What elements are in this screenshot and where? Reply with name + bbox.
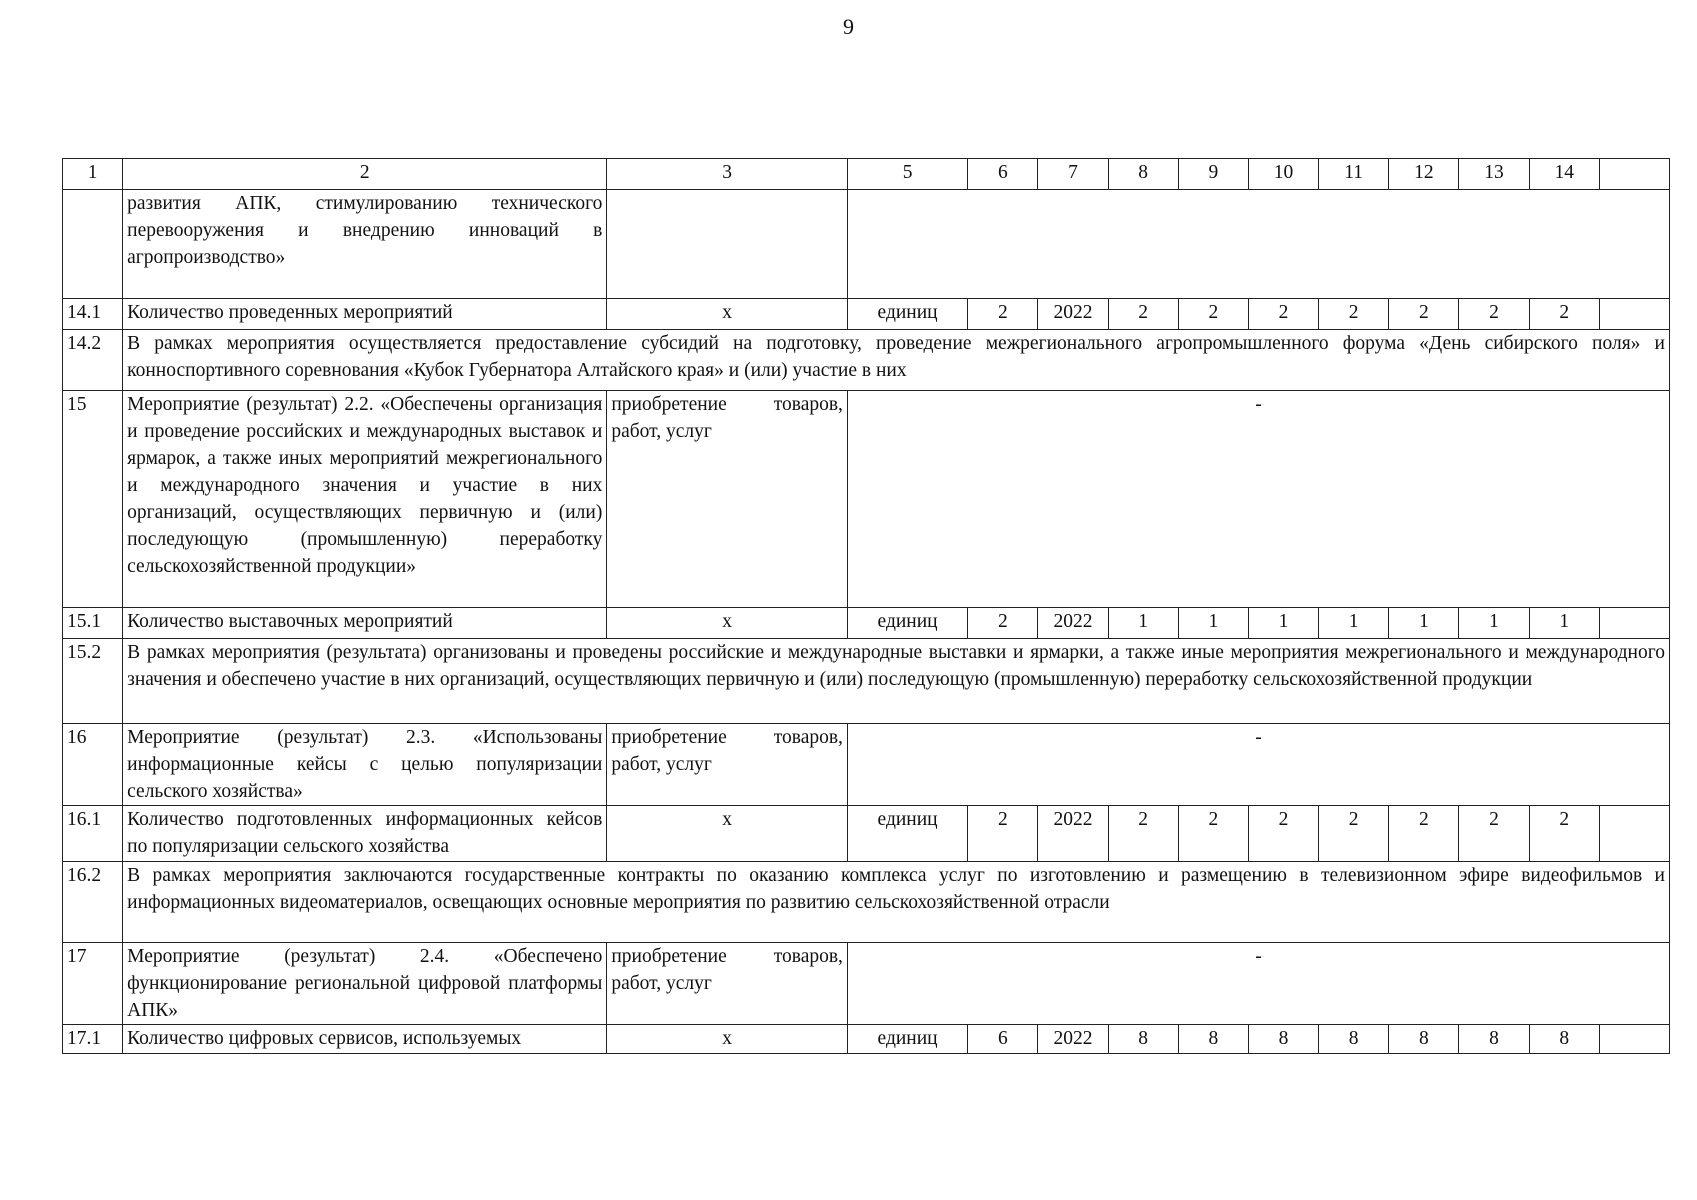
table-row [63,391,1670,608]
header-cell: 12 [1389,159,1459,190]
value-cell [1599,806,1669,862]
row-type-cell: х [607,806,848,862]
value-cell: 2 [1319,299,1389,330]
row-number-cell: 16.1 [63,806,123,862]
row-name-cell: Количество выставочных мероприятий [123,608,607,639]
row-name-cell: Количество цифровых сервисов, используемых [123,1025,607,1054]
value-cell: 6 [968,1025,1038,1054]
header-cell: 10 [1248,159,1318,190]
value-cell: 1 [1389,608,1459,639]
row-description-cell: В рамках мероприятия осуществляется предоставление субсидий на подготовку, проведение межрегионального агропромышленного форума «День сибирского поля» и конноспортивного соревнования «Кубок Губернатора Алтайского края» и (или) участие в них [123,330,1670,391]
row-name-cell: Мероприятие (результат) 2.4. «Обеспечено функционирование региональной цифровой платформы АПК» [123,943,607,1025]
row-type-cell [607,190,848,299]
value-cell: 2 [1178,806,1248,862]
value-cell: 8 [1108,1025,1178,1054]
value-cell: 8 [1178,1025,1248,1054]
row-name-cell: Количество подготовленных информационных кейсов по популяризации сельского хозяйства [123,806,607,862]
value-cell: 2 [1108,806,1178,862]
table-row [63,299,1670,330]
row-values-cell [847,190,1669,299]
value-cell: 1 [1529,608,1599,639]
value-cell: 2022 [1038,806,1108,862]
unit-cell: единиц [847,1025,967,1054]
value-cell: 2022 [1038,608,1108,639]
row-values-cell: - [847,724,1669,806]
row-type-cell: х [607,299,848,330]
row-number-cell: 14.2 [63,330,123,391]
value-cell: 2022 [1038,1025,1108,1054]
value-cell: 2 [1178,299,1248,330]
header-cell: 3 [607,159,848,190]
value-cell: 8 [1529,1025,1599,1054]
value-cell: 2 [1389,806,1459,862]
value-cell: 2 [968,608,1038,639]
row-name-cell: Мероприятие (результат) 2.2. «Обеспечены организация и проведение российских и международных выставок и ярмарок, а также иных мероприятий межрегионального и международного значения и участие в них организаций, осуществляющих первичную и (или) последующую (промышленную) переработку сельскохозяйственной продукции» [123,391,607,608]
value-cell: 2 [1459,299,1529,330]
header-cell: 1 [63,159,123,190]
row-number-cell [63,190,123,299]
header-cell: 14 [1529,159,1599,190]
value-cell: 8 [1389,1025,1459,1054]
table-row [63,190,1670,299]
value-cell: 8 [1319,1025,1389,1054]
row-number-cell: 16 [63,724,123,806]
header-cell: 2 [123,159,607,190]
value-cell: 1 [1319,608,1389,639]
header-cell: 13 [1459,159,1529,190]
row-number-cell: 15.1 [63,608,123,639]
row-type-cell: приобретение товаров, работ, услуг [607,724,848,806]
header-cell: 9 [1178,159,1248,190]
unit-cell: единиц [847,806,967,862]
value-cell: 2 [968,806,1038,862]
value-cell: 2 [968,299,1038,330]
value-cell: 8 [1248,1025,1318,1054]
table-row [63,806,1670,862]
row-type-cell: х [607,608,848,639]
value-cell: 1 [1459,608,1529,639]
value-cell: 1 [1248,608,1318,639]
row-number-cell: 17.1 [63,1025,123,1054]
table-row [63,330,1670,391]
value-cell: 2 [1248,806,1318,862]
table-row [63,862,1670,943]
value-cell: 2022 [1038,299,1108,330]
header-cell: 8 [1108,159,1178,190]
unit-cell: единиц [847,299,967,330]
row-description-cell: В рамках мероприятия заключаются государственные контракты по оказанию комплекса услуг по изготовлению и размещению в телевизионном эфире видеофильмов и информационных видеоматериалов, освещающих основные мероприятия по развитию сельскохозяйственной отрасли [123,862,1670,943]
row-type-cell: х [607,1025,848,1054]
table-row [63,608,1670,639]
value-cell: 1 [1178,608,1248,639]
header-cell: 6 [968,159,1038,190]
value-cell [1599,1025,1669,1054]
value-cell: 8 [1459,1025,1529,1054]
table-row [63,1025,1670,1054]
value-cell: 2 [1529,299,1599,330]
row-number-cell: 16.2 [63,862,123,943]
header-cell [1599,159,1669,190]
value-cell: 2 [1389,299,1459,330]
row-type-cell: приобретение товаров, работ, услуг [607,391,848,608]
row-values-cell: - [847,391,1669,608]
row-number-cell: 15.2 [63,639,123,724]
row-description-cell: В рамках мероприятия (результата) организованы и проведены российские и международные выставки и ярмарки, а также иные мероприятия межрегионального и международного значения и обеспечено участие в них организаций, осуществляющих первичную и (или) последующую (промышленную) переработку сельскохозяйственной продукции [123,639,1670,724]
table-row [63,724,1670,806]
indicators-table [62,158,1670,1054]
header-cell: 5 [847,159,967,190]
value-cell [1599,608,1669,639]
value-cell: 2 [1248,299,1318,330]
value-cell: 2 [1529,806,1599,862]
row-name-cell: Количество проведенных мероприятий [123,299,607,330]
row-name-cell: Мероприятие (результат) 2.3. «Использованы информационные кейсы с целью популяризации сельского хозяйства» [123,724,607,806]
value-cell: 2 [1108,299,1178,330]
value-cell: 1 [1108,608,1178,639]
row-type-cell: приобретение товаров, работ, услуг [607,943,848,1025]
table-row [63,639,1670,724]
table-row [63,943,1670,1025]
row-name-cell: развития АПК, стимулированию технического перевооружения и внедрению инноваций в агропроизводство» [123,190,607,299]
table-header-row [63,159,1670,190]
value-cell: 2 [1459,806,1529,862]
row-number-cell: 15 [63,391,123,608]
row-values-cell: - [847,943,1669,1025]
header-cell: 7 [1038,159,1108,190]
row-number-cell: 17 [63,943,123,1025]
page-number: 9 [843,14,854,39]
value-cell [1599,299,1669,330]
unit-cell: единиц [847,608,967,639]
header-cell: 11 [1319,159,1389,190]
row-number-cell: 14.1 [63,299,123,330]
value-cell: 2 [1319,806,1389,862]
